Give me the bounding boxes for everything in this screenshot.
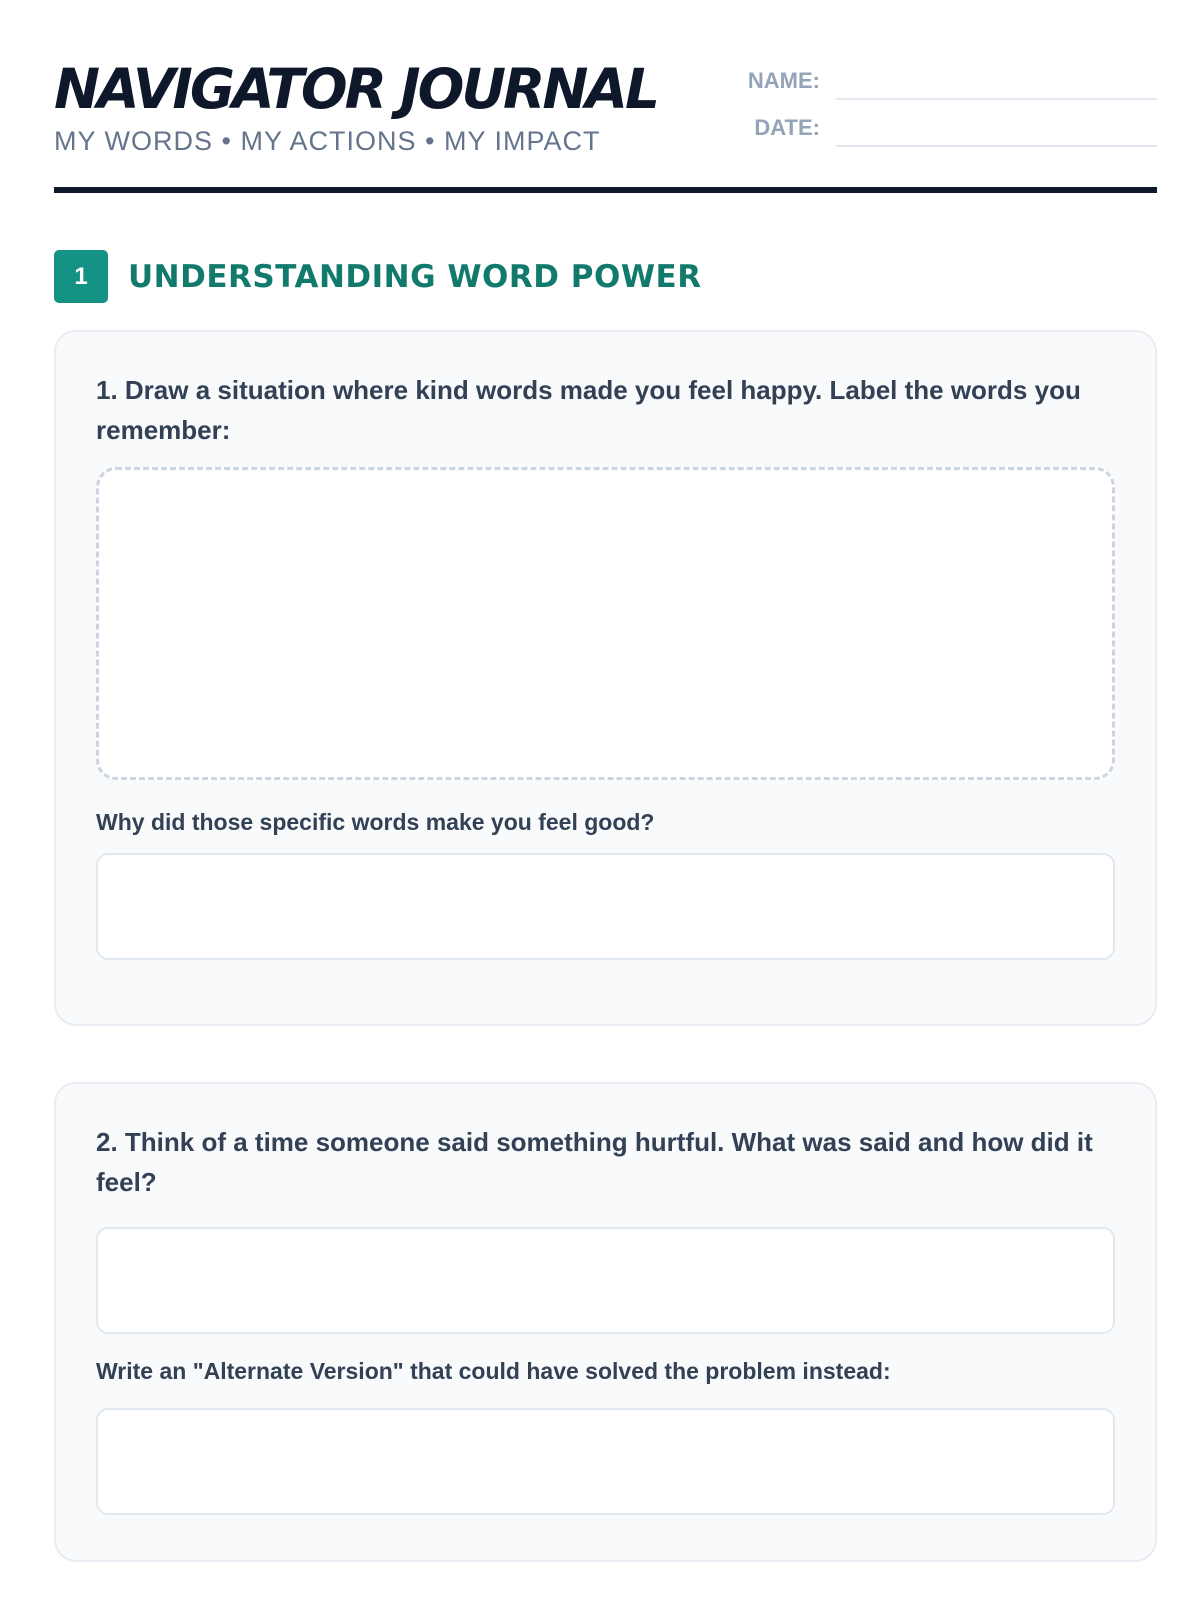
journal-title: NAVIGATOR JOURNAL [54,57,657,121]
header-divider [54,187,1157,193]
section-title: UNDERSTANDING WORD POWER [128,259,702,295]
follow-up-prompt-2: Write an "Alternate Version" that could have solved the problem instead: [96,1358,891,1384]
question-prompt-2: 2. Think of a time someone said something hurtful. What was said and how did it feel? [96,1127,1093,1197]
worksheet-page [54,0,1157,1384]
name-field[interactable] [740,64,1157,104]
question-card-2 [54,1082,1157,1562]
answer-box-3[interactable] [96,1408,1115,1515]
journal-subtitle: MY WORDS • MY ACTIONS • MY IMPACT [54,126,601,156]
follow-up-prompt-1: Why did those specific words make you feel good? [96,809,655,835]
name-line[interactable] [836,98,1157,100]
question-prompt-1: 1. Draw a situation where kind words made you feel happy. Label the words you remember: [96,375,1081,445]
date-field[interactable] [740,111,1157,151]
date-label: DATE: [754,115,820,140]
date-line[interactable] [836,145,1157,147]
name-label: NAME: [747,68,820,93]
drawing-area[interactable] [96,467,1115,780]
section-heading [54,250,1157,304]
page-header [54,0,1157,195]
answer-box-2[interactable] [96,1227,1115,1334]
section-number-badge: 1 [54,250,108,303]
answer-box-1[interactable] [96,853,1115,960]
question-card-1 [54,330,1157,1026]
